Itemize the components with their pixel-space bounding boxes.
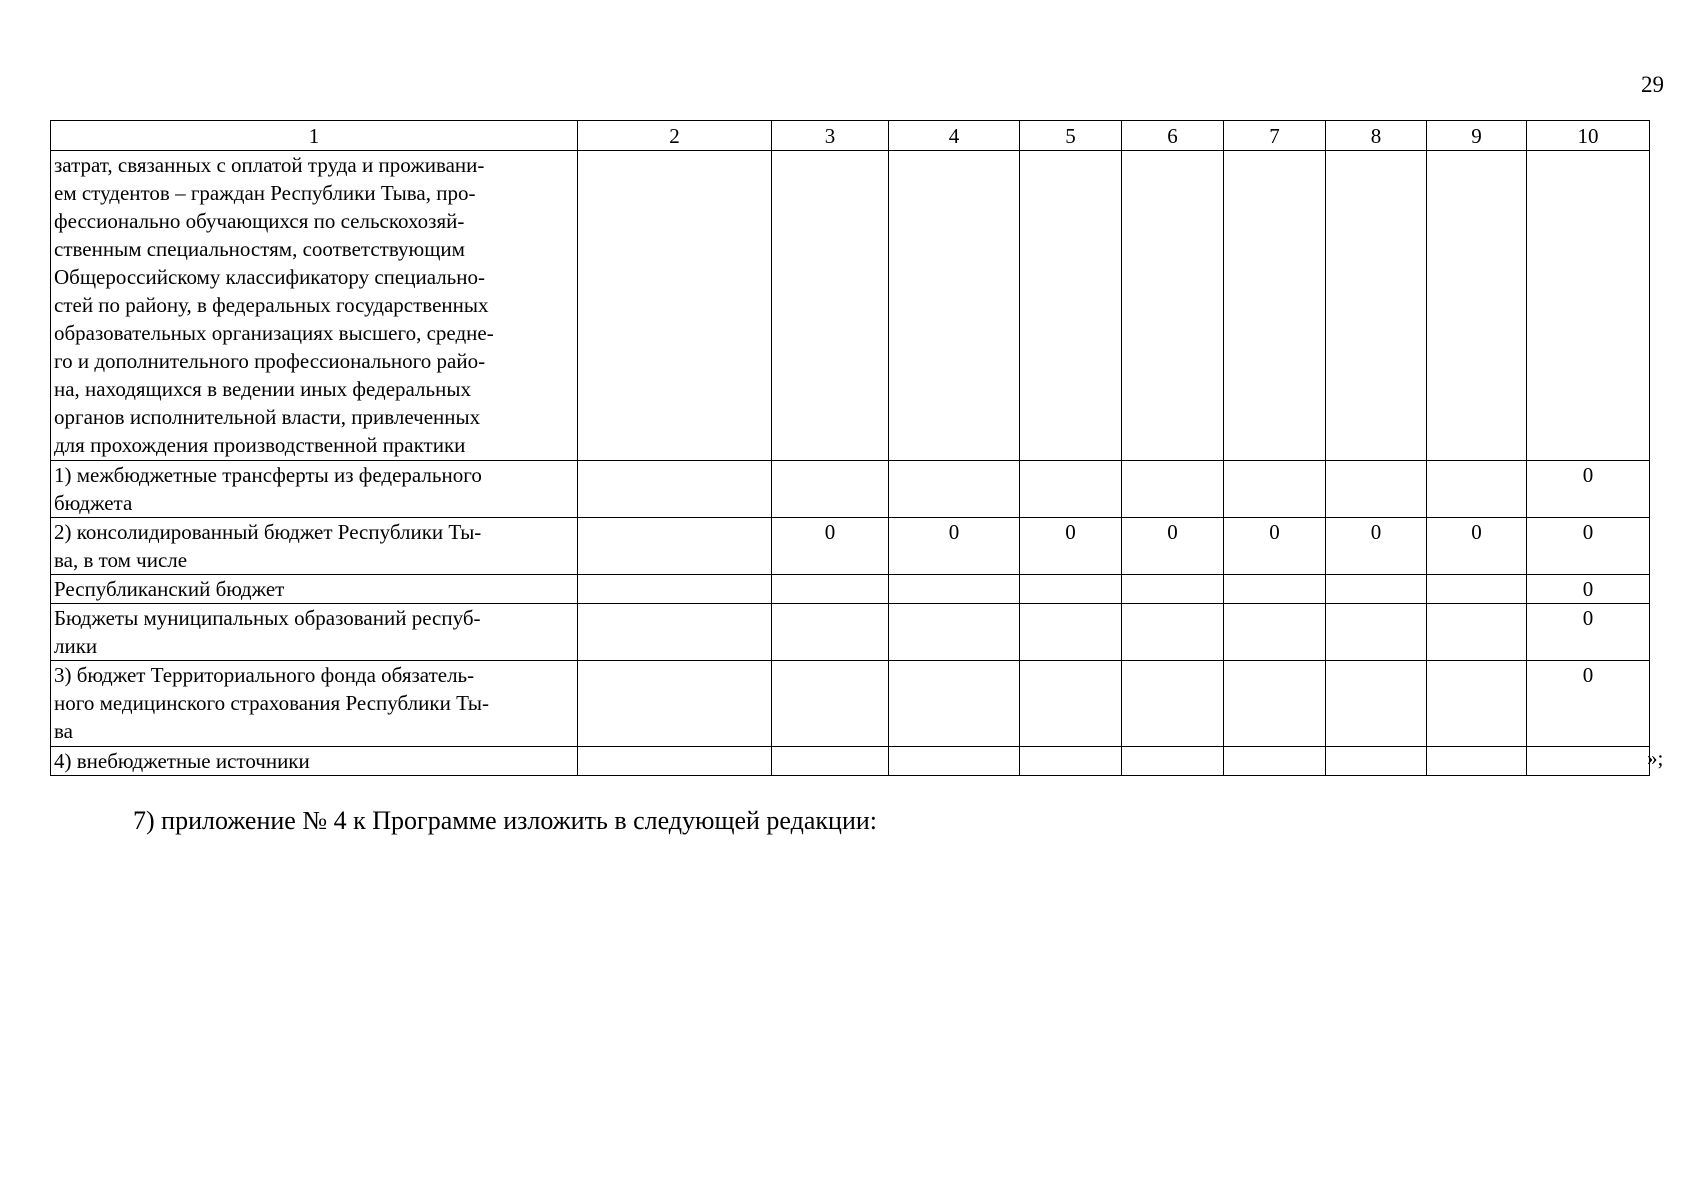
column-header: 5	[1020, 121, 1122, 151]
row-label	[51, 151, 578, 461]
value-cell	[578, 518, 772, 575]
value-cell	[1020, 661, 1122, 747]
row-label-line: 3) бюджет Территориального фонда обязатель-	[54, 663, 475, 687]
row-label-line: Республиканский бюджет	[54, 577, 285, 601]
value-cell	[1224, 747, 1326, 776]
value-cell	[772, 747, 889, 776]
row-label	[51, 604, 578, 661]
value-cell	[1326, 575, 1427, 604]
value-cell	[578, 661, 772, 747]
value-cell	[1122, 604, 1224, 661]
closing-quote: »;	[1647, 746, 1664, 770]
value-cell	[1020, 151, 1122, 461]
row-label-line: лики	[54, 634, 98, 658]
value-cell	[1326, 151, 1427, 461]
value-cell	[1427, 461, 1527, 518]
table-row	[51, 461, 1650, 518]
value-cell	[889, 747, 1020, 776]
value-cell	[1020, 575, 1122, 604]
value-cell	[1326, 661, 1427, 747]
value-cell: 0	[1020, 518, 1122, 575]
value-cell	[889, 661, 1020, 747]
value-cell	[1224, 575, 1326, 604]
row-label-line: для прохождения производственной практики	[54, 433, 466, 457]
row-label-line: образовательных организациях высшего, средне-	[54, 321, 494, 345]
value-cell	[578, 461, 772, 518]
row-label-line: го и дополнительного профессионального райо-	[54, 349, 486, 373]
value-cell	[1020, 461, 1122, 518]
value-cell	[1224, 661, 1326, 747]
value-cell	[1427, 747, 1527, 776]
row-label-line: ва	[54, 719, 73, 743]
value-cell	[1122, 747, 1224, 776]
row-label-line: ем студентов – граждан Республики Тыва, про-	[54, 181, 476, 205]
value-cell: 0	[1527, 604, 1650, 661]
budget-table	[50, 120, 1650, 776]
row-label	[51, 661, 578, 747]
page-number: 29	[1641, 72, 1664, 97]
row-label-line: Общероссийскому классификатору специально-	[54, 265, 485, 289]
value-cell	[772, 661, 889, 747]
value-cell: 0	[1122, 518, 1224, 575]
value-cell	[1527, 151, 1650, 461]
value-cell	[1122, 575, 1224, 604]
row-label-line: органов исполнительной власти, привлеченных	[54, 405, 481, 429]
value-cell: 0	[1427, 518, 1527, 575]
value-cell	[1427, 151, 1527, 461]
value-cell: 0	[1224, 518, 1326, 575]
value-cell	[772, 575, 889, 604]
value-cell	[889, 575, 1020, 604]
row-label-line: 4) внебюджетные источники	[54, 749, 310, 773]
value-cell: 0	[1527, 518, 1650, 575]
column-header: 1	[51, 121, 578, 151]
value-cell	[1427, 661, 1527, 747]
value-cell: 0	[772, 518, 889, 575]
value-cell: 0	[1527, 461, 1650, 518]
row-label-line: ственным специальностям, соответствующим	[54, 237, 465, 261]
row-label	[51, 518, 578, 575]
row-label	[51, 747, 578, 776]
row-label-line: ного медицинского страхования Республики Ты-	[54, 691, 489, 715]
column-header: 6	[1122, 121, 1224, 151]
column-header: 4	[889, 121, 1020, 151]
row-label	[51, 461, 578, 518]
value-cell	[1224, 604, 1326, 661]
value-cell	[1427, 604, 1527, 661]
table-header-row	[51, 121, 1650, 151]
value-cell	[772, 151, 889, 461]
table-row	[51, 747, 1650, 776]
column-header: 7	[1224, 121, 1326, 151]
value-cell	[1224, 151, 1326, 461]
value-cell	[1122, 661, 1224, 747]
value-cell	[889, 151, 1020, 461]
value-cell	[578, 575, 772, 604]
value-cell	[1020, 604, 1122, 661]
value-cell	[1527, 747, 1650, 776]
value-cell	[772, 604, 889, 661]
value-cell	[1326, 747, 1427, 776]
table-row	[51, 518, 1650, 575]
value-cell: 0	[1527, 575, 1650, 604]
value-cell	[1020, 747, 1122, 776]
instruction-paragraph: 7) приложение № 4 к Программе изложить в следующей редакции:	[133, 806, 877, 835]
value-cell	[1122, 151, 1224, 461]
value-cell	[1224, 461, 1326, 518]
table-row	[51, 604, 1650, 661]
value-cell: 0	[889, 518, 1020, 575]
table-row	[51, 151, 1650, 461]
value-cell	[772, 461, 889, 518]
table-row	[51, 661, 1650, 747]
column-header: 2	[578, 121, 772, 151]
value-cell	[1326, 604, 1427, 661]
value-cell	[578, 747, 772, 776]
column-header: 9	[1427, 121, 1527, 151]
value-cell	[1326, 461, 1427, 518]
table-row	[51, 575, 1650, 604]
row-label-line: стей по району, в федеральных государственных	[54, 293, 489, 317]
row-label-line: 1) межбюджетные трансферты из федерального	[54, 463, 482, 487]
value-cell	[1427, 575, 1527, 604]
table-body	[51, 121, 1650, 776]
row-label-line: 2) консолидированный бюджет Республики Ты-	[54, 520, 482, 544]
value-cell	[578, 604, 772, 661]
row-label-line: Бюджеты муниципальных образований респуб-	[54, 606, 481, 630]
value-cell	[889, 604, 1020, 661]
row-label-line: на, находящихся в ведении иных федеральных	[54, 377, 471, 401]
column-header: 3	[772, 121, 889, 151]
column-header: 8	[1326, 121, 1427, 151]
row-label	[51, 575, 578, 604]
row-label-line: фессионально обучающихся по сельскохозяй-	[54, 209, 465, 233]
value-cell: 0	[1527, 661, 1650, 747]
value-cell	[889, 461, 1020, 518]
column-header: 10	[1527, 121, 1650, 151]
value-cell: 0	[1326, 518, 1427, 575]
row-label-line: ва, в том числе	[54, 548, 188, 572]
row-label-line: бюджета	[54, 491, 133, 515]
value-cell	[578, 151, 772, 461]
row-label-line: затрат, связанных с оплатой труда и проживани-	[54, 153, 485, 177]
value-cell	[1122, 461, 1224, 518]
